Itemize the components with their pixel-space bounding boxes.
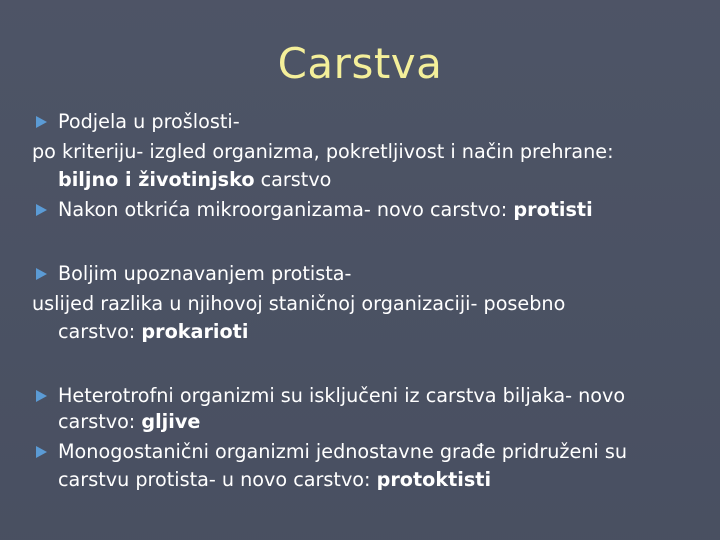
block1-line1: Podjela u prošlosti-: [58, 110, 240, 133]
block1-line4-pre: Nakon otkrića mikroorganizama- novo carstvo:: [58, 198, 514, 221]
block1-line3-rest: carstvo: [254, 168, 332, 191]
bullet-arrow-icon: [36, 204, 47, 216]
block3-line3: Monogostanični organizmi jednostavne građe pridruženi su: [58, 440, 628, 463]
bullet-arrow-icon: [36, 116, 47, 128]
block3-line2: [58, 410, 200, 434]
block1-line3: [58, 168, 331, 192]
slide-title: Carstva: [277, 39, 443, 88]
block2-line2: uslijed razlika u njihovoj staničnoj organizaciji- posebno: [32, 292, 566, 315]
block1-line3-bold: biljno i životinjsko: [58, 168, 255, 191]
block1-line4: [58, 198, 593, 222]
bullet-arrow-icon: [36, 268, 47, 280]
block2-line1: Boljim upoznavanjem protista-: [58, 262, 352, 285]
block3-line2-pre: carstvo:: [58, 410, 142, 433]
block1-line4-bold: protisti: [513, 198, 593, 221]
bullet-arrow-icon: [36, 390, 47, 402]
block3-line4-pre: carstvu protista- u novo carstvo:: [58, 468, 377, 491]
block2-line3: [58, 320, 248, 344]
block2-line3-pre: carstvo:: [58, 320, 142, 343]
block3-line2-bold: gljive: [141, 410, 201, 433]
block3-line1: Heterotrofni organizmi su isključeni iz carstva biljaka- novo: [58, 384, 626, 407]
block3-line4: [58, 468, 491, 492]
block1-line2: po kriteriju- izgled organizma, pokretljivost i način prehrane:: [32, 140, 614, 163]
block3-line4-bold: protoktisti: [376, 468, 492, 491]
block2-line3-bold: prokarioti: [141, 320, 249, 343]
bullet-arrow-icon: [36, 446, 47, 458]
